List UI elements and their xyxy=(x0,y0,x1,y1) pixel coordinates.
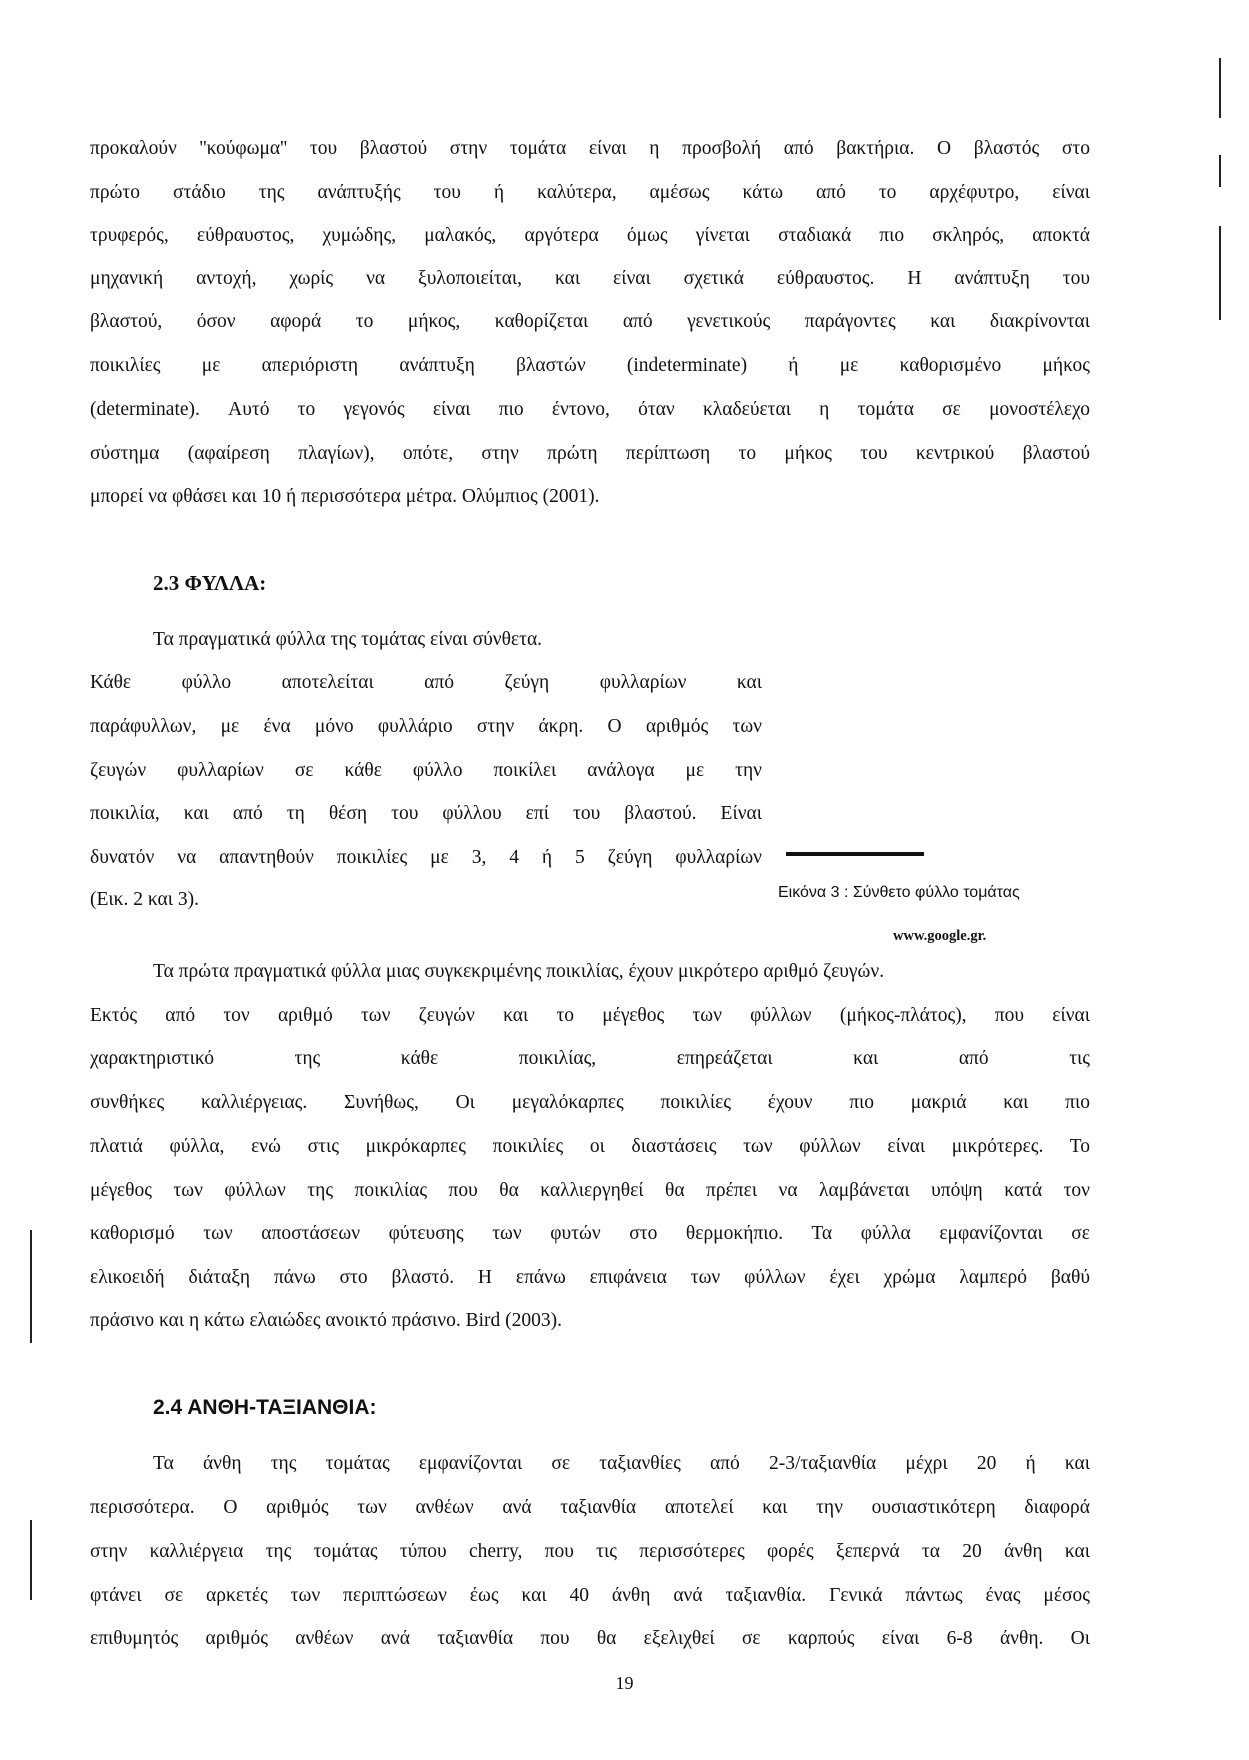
paragraph-line: πλατιά φύλλα, ενώ στις μικρόκαρπες ποικιλίες οι διαστάσεις των φύλλων είναι μικρότερες. Το xyxy=(90,1136,1090,1157)
paragraph-line: φτάνει σε αρκετές των περιπτώσεων έως και 40 άνθη ανά ταξιανθία. Γενικά πάντως ένας μέσος xyxy=(90,1585,1090,1606)
paragraph-line: Κάθε φύλλο αποτελείται από ζεύγη φυλλαρίων και xyxy=(90,672,762,693)
paragraph-line: Τα πρώτα πραγματικά φύλλα μιας συγκεκριμένης ποικιλίας, έχουν μικρότερο αριθμό ζευγών. xyxy=(153,961,885,982)
paragraph-line: επιθυμητός αριθμός ανθέων ανά ταξιανθία που θα εξελιχθεί σε καρπούς είναι 6-8 άνθη. Οι xyxy=(90,1628,1090,1649)
margin-rule xyxy=(1219,58,1221,118)
paragraph-line: (determinate). Αυτό το γεγονός είναι πιο έντονο, όταν κλαδεύεται η τομάτα σε μονοστέλεχο xyxy=(90,399,1090,420)
section-heading-flowers: 2.4 ΑΝΘΗ-ΤΑΞΙΑΝΘΙΑ: xyxy=(153,1396,377,1419)
paragraph-line: τρυφερός, εύθραυστος, χυμώδης, μαλακός, αργότερα όμως γίνεται σταδιακά πιο σκληρός, αποκτά xyxy=(90,225,1090,246)
paragraph-line: ποικιλία, και από τη θέση του φύλλου επί του βλαστού. Είναι xyxy=(90,803,762,824)
paragraph-line: καθορισμό των αποστάσεων φύτευσης των φυτών στο θερμοκήπιο. Τα φύλλα εμφανίζονται σε xyxy=(90,1223,1090,1244)
margin-rule xyxy=(30,1520,32,1600)
paragraph-line: Τα άνθη της τομάτας εμφανίζονται σε ταξιανθίες από 2-3/ταξιανθία μέχρι 20 ή και xyxy=(153,1453,1090,1474)
paragraph-line: ποικιλίες με απεριόριστη ανάπτυξη βλαστών (indeterminate) ή με καθορισμένο μήκος xyxy=(90,355,1090,376)
paragraph-line: ζευγών φυλλαρίων σε κάθε φύλλο ποικίλει ανάλογα με την xyxy=(90,760,762,781)
paragraph-line: συνθήκες καλλιέργειας. Συνήθως, Οι μεγαλόκαρπες ποικιλίες έχουν πιο μακριά και πιο xyxy=(90,1092,1090,1113)
paragraph-line: παράφυλλων, με ένα μόνο φυλλάριο στην άκρη. Ο αριθμός των xyxy=(90,716,762,737)
paragraph-line: ελικοειδή διάταξη πάνω στο βλαστό. Η επάνω επιφάνεια των φύλλων έχει χρώμα λαμπερό βαθύ xyxy=(90,1267,1090,1288)
paragraph-line: δυνατόν να απαντηθούν ποικιλίες με 3, 4 ή 5 ζεύγη φυλλαρίων xyxy=(90,847,762,868)
section-heading-leaves: 2.3 ΦΥΛΛΑ: xyxy=(153,571,267,595)
paragraph-line: χαρακτηριστικό της κάθε ποικιλίας, επηρεάζεται και από τις xyxy=(90,1048,1090,1069)
paragraph-line: στην καλλιέργεια της τομάτας τύπου cherry, που τις περισσότερες φορές ξεπερνά τα 20 άνθη και xyxy=(90,1541,1090,1562)
paragraph-line: (Εικ. 2 και 3). xyxy=(90,889,199,910)
paragraph-line: πράσινο και η κάτω ελαιώδες ανοικτό πράσινο. Bird (2003). xyxy=(90,1310,562,1331)
paragraph-line: μέγεθος των φύλλων της ποικιλίας που θα καλλιεργηθεί θα πρέπει να λαμβάνεται υπόψη κατά τον xyxy=(90,1180,1090,1201)
margin-rule xyxy=(1219,226,1221,320)
paragraph-line: βλαστού, όσον αφορά το μήκος, καθορίζεται από γενετικούς παράγοντες και διακρίνονται xyxy=(90,311,1090,332)
paragraph-line: μπορεί να φθάσει και 10 ή περισσότερα μέτρα. Ολύμπιος (2001). xyxy=(90,486,600,507)
page-number: 19 xyxy=(615,1673,634,1693)
figure-source: www.google.gr. xyxy=(893,928,987,944)
paragraph-line: μηχανική αντοχή, χωρίς να ξυλοποιείται, και είναι σχετικά εύθραυστος. Η ανάπτυξη του xyxy=(90,268,1090,289)
paragraph-line: περισσότερα. Ο αριθμός των ανθέων ανά ταξιανθία αποτελεί και την ουσιαστικότερη διαφορά xyxy=(90,1497,1090,1518)
margin-rule xyxy=(1219,155,1221,187)
paragraph-line: σύστημα (αφαίρεση πλαγίων), οπότε, στην πρώτη περίπτωση το μήκος του κεντρικού βλαστού xyxy=(90,443,1090,464)
figure-line xyxy=(786,852,924,856)
paragraph-line: προκαλούν ''κούφωμα'' του βλαστού στην τομάτα είναι η προσβολή από βακτήρια. Ο βλαστός στο xyxy=(90,138,1090,159)
paragraph-line: πρώτο στάδιο της ανάπτυξής του ή καλύτερα, αμέσως κάτω από το αρχέφυτρο, είναι xyxy=(90,182,1090,203)
margin-rule xyxy=(30,1230,32,1343)
figure-caption: Εικόνα 3 : Σύνθετο φύλλο τομάτας xyxy=(778,884,1020,901)
paragraph-line: Εκτός από τον αριθμό των ζευγών και το μέγεθος των φύλλων (μήκος-πλάτος), που είναι xyxy=(90,1005,1090,1026)
paragraph-line: Τα πραγματικά φύλλα της τομάτας είναι σύνθετα. xyxy=(153,629,543,650)
